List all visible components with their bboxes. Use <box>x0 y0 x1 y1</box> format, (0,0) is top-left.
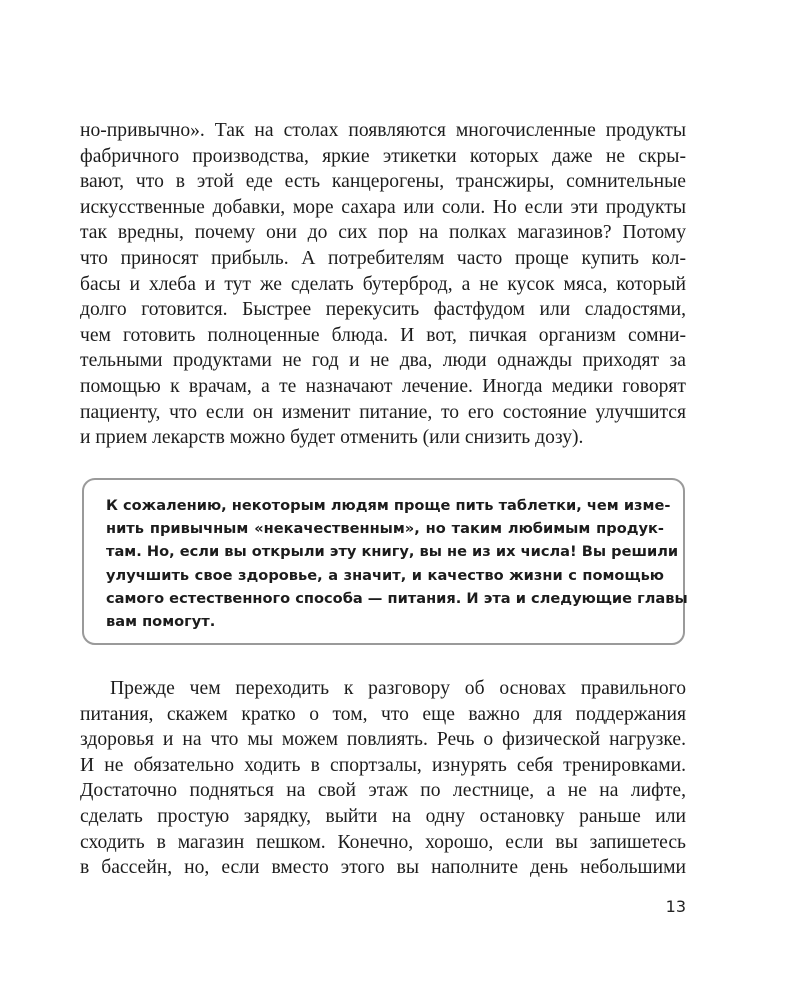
text-line: фабричного производства, яркие этикетки которых даже не скры- <box>80 145 686 167</box>
callout-line: К сожалению, некоторым людям проще пить таблетки, чем изме- <box>106 497 671 514</box>
callout-line: улучшить свое здоровье, а значит, и качество жизни с помощью <box>106 566 664 584</box>
text-line: но-привычно». Так на столах появляются многочисленные продукты <box>80 120 686 141</box>
callout-box <box>82 478 688 645</box>
text-line: Прежде чем переходить к разговору об основах правильного <box>110 678 686 699</box>
text-line: помощью к врачам, а те назначают лечение. Иногда медики говорят <box>80 375 686 397</box>
callout-line: там. Но, если вы открыли эту книгу, вы не из их числа! Вы решили <box>106 543 679 561</box>
text-line: в бассейн, но, если вместо этого вы наполните день небольшими <box>80 857 686 879</box>
paragraph-1 <box>80 118 686 451</box>
text-line: так вредны, почему они до сих пор на полках магазинов? Потому <box>80 222 686 244</box>
text-line: питания, скажем кратко о том, что еще важно для поддержания <box>80 703 686 725</box>
text-line: здоровья и на что мы можем повлиять. Речь о физической нагрузке. <box>80 729 686 751</box>
callout-line: вам помогут. <box>106 612 216 630</box>
text-line: И не обязательно ходить в спортзалы, изнурять себя тренировками. <box>80 754 686 776</box>
text-line: Достаточно подняться на свой этаж по лестнице, а не на лифте, <box>80 780 686 802</box>
page-number: 13 <box>665 897 686 916</box>
text-line: чем готовить полноценные блюда. И вот, пичкая организм сомни- <box>80 324 686 346</box>
callout-line: нить привычным «некачественным», но таким любимым продук- <box>106 520 664 538</box>
paragraph-2 <box>80 676 686 881</box>
text-line: сделать простую зарядку, выйти на одну остановку раньше или <box>80 805 686 827</box>
text-line: долго готовится. Быстрее перекусить фастфудом или сладостями, <box>80 299 686 321</box>
text-line: пациенту, что если он изменит питание, то его состояние улучшится <box>80 401 686 423</box>
callout-line: самого естественного способа — питания. И эта и следующие главы <box>106 589 688 607</box>
text-line: тельными продуктами не год и не два, люди однажды приходят за <box>80 350 686 372</box>
text-line: вают, что в этой еде есть канцерогены, трансжиры, сомнительные <box>80 171 686 193</box>
text-line: что приносят прибыль. А потребителям часто проще купить кол- <box>80 247 686 269</box>
text-line: искусственные добавки, море сахара или соли. Но если эти продукты <box>80 196 686 218</box>
text-line: сходить в магазин пешком. Конечно, хорошо, если вы запишетесь <box>80 831 686 853</box>
text-line: басы и хлеба и тут же сделать бутерброд, а не кусок мяса, который <box>80 273 686 295</box>
text-line: и прием лекарств можно будет отменить (или снизить дозу). <box>80 427 584 449</box>
callout-text <box>106 494 688 633</box>
